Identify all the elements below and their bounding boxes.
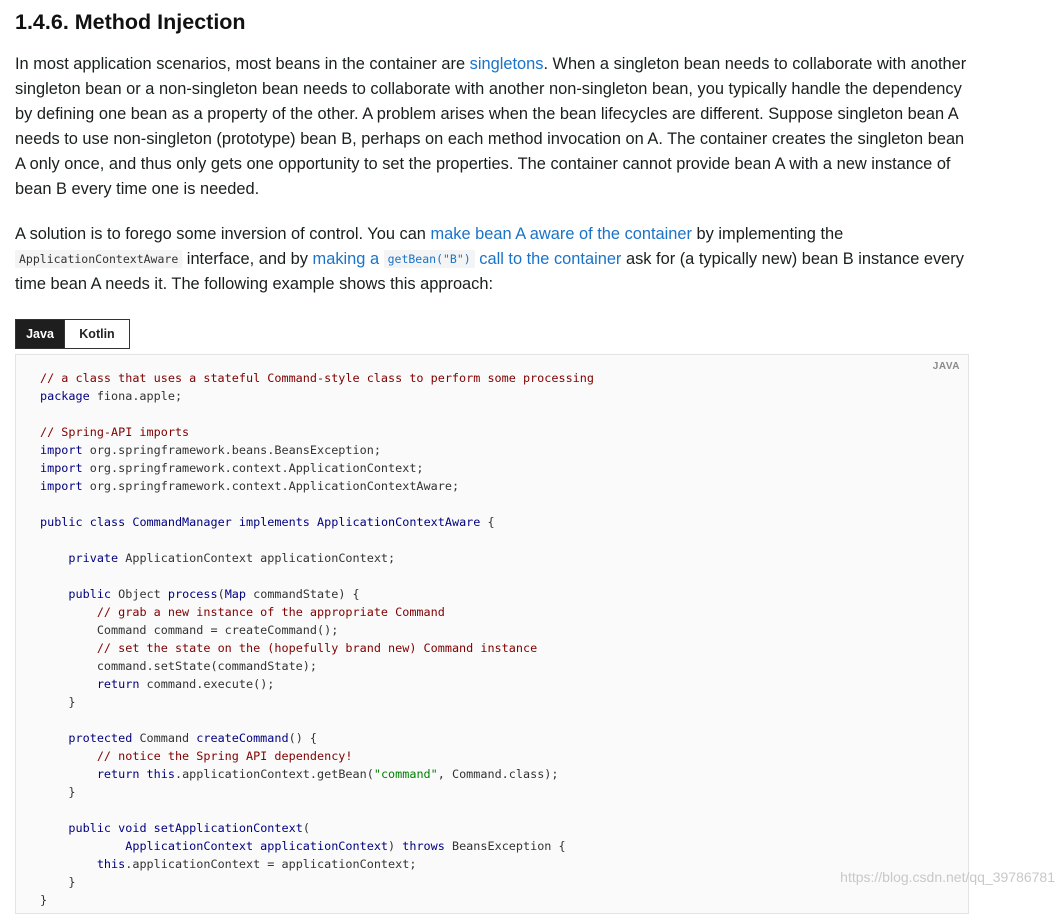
code-token: "command": [373, 767, 438, 781]
code-token: fiona.apple;: [89, 389, 183, 403]
section-heading: 1.4.6. Method Injection: [15, 10, 246, 34]
code-token: return this: [96, 767, 175, 781]
code-token: // notice the Spring API dependency!: [96, 749, 353, 763]
code-token: commandState) {: [246, 587, 360, 601]
code-line: [40, 873, 594, 891]
code-token: ApplicationContext applicationContext: [125, 839, 389, 853]
code-token: [40, 749, 97, 763]
code-line: [40, 621, 594, 639]
code-token: [232, 515, 239, 529]
code-line: [40, 657, 594, 675]
code-token: }: [40, 695, 76, 709]
code-token: [40, 551, 68, 565]
code-line: [40, 837, 594, 855]
solution-paragraph: [15, 222, 970, 297]
code-line: [40, 855, 594, 873]
code-token: Object: [111, 587, 168, 601]
code-token: throws: [402, 839, 445, 853]
code-token: }: [40, 893, 48, 907]
code-line: [40, 693, 594, 711]
code-line: [40, 387, 594, 405]
getbean-link-text-post: call to the container: [474, 250, 622, 268]
code-token: // grab a new instance of the appropriate Command: [96, 605, 445, 619]
code-token: [147, 821, 154, 835]
code-listing: [40, 369, 594, 909]
code-token: // a class that uses a stateful Command-style class to perform some processing: [40, 371, 594, 385]
code-token: }: [40, 875, 76, 889]
code-token: [40, 767, 97, 781]
code-token: .applicationContext.getBean(: [174, 767, 374, 781]
code-line: [40, 891, 594, 909]
code-line: [40, 369, 594, 387]
code-line: [40, 783, 594, 801]
inline-code-getbean: getBean("B"): [384, 250, 475, 268]
code-token: Command: [132, 731, 197, 745]
code-token: [40, 731, 68, 745]
code-token: , Command.class);: [437, 767, 559, 781]
code-token: import: [40, 461, 83, 475]
solution-text-4: ask for (a typically new) bean B instance every time bean A needs it. The following example shows this approach:: [15, 250, 964, 293]
code-line: [40, 711, 594, 729]
code-token: [310, 515, 317, 529]
code-block: [15, 354, 969, 914]
code-language-tabs: [15, 319, 130, 349]
code-token: [40, 641, 97, 655]
code-token: this: [96, 857, 126, 871]
singletons-link[interactable]: singletons: [469, 55, 544, 73]
code-line: [40, 729, 594, 747]
code-line: [40, 747, 594, 765]
code-token: package: [40, 389, 90, 403]
code-line: [40, 459, 594, 477]
getbean-link-text-pre: making a: [312, 250, 384, 268]
code-token: [40, 677, 97, 691]
code-token: [40, 605, 97, 619]
code-token: public class: [40, 515, 126, 529]
solution-text-1: A solution is to forego some inversion of control. You can: [15, 225, 431, 243]
code-token: [40, 821, 68, 835]
code-token: .applicationContext = applicationContext;: [125, 857, 417, 871]
code-token: [40, 587, 68, 601]
intro-text-2: . When a singleton bean needs to collaborate with another singleton bean or a non-singleton bean needs to collaborate with another non-singleton bean, you typically handle the dependency by defining one bean as a property of the other. A problem arises when the bean lifecycles are different. Suppose singleton bean A needs to use non-singleton (prototype) bean B, perhaps on each method invocation on A. The container creates the singleton bean A only once, and thus only gets one opportunity to set the properties. The container cannot provide bean A with a new instance of bean B every time one is needed.: [15, 55, 967, 198]
code-token: () {: [288, 731, 318, 745]
getbean-call-link[interactable]: [313, 250, 622, 268]
code-line: [40, 477, 594, 495]
code-line: [40, 513, 594, 531]
code-language-label: JAVA: [932, 361, 960, 372]
code-token: BeansException {: [444, 839, 566, 853]
code-token: import: [40, 479, 83, 493]
inline-code-applicationcontextaware: ApplicationContextAware: [15, 250, 182, 268]
code-token: (: [302, 821, 310, 835]
code-token: implements: [238, 515, 310, 529]
code-token: [40, 857, 97, 871]
aware-of-container-link[interactable]: make bean A aware of the container: [430, 225, 692, 243]
code-token: org.springframework.beans.BeansException;: [82, 443, 381, 457]
code-line: [40, 675, 594, 693]
code-token: return: [96, 677, 140, 691]
code-token: command.setState(commandState);: [40, 659, 317, 673]
solution-text-2: by implementing the: [692, 225, 844, 243]
code-token: ): [388, 839, 403, 853]
code-line: [40, 765, 594, 783]
code-token: org.springframework.context.ApplicationContext;: [82, 461, 424, 475]
intro-paragraph: [15, 52, 970, 202]
code-token: Map: [224, 587, 247, 601]
code-token: [40, 839, 125, 853]
code-line: [40, 441, 594, 459]
watermark: https://blog.csdn.net/qq_39786781: [840, 869, 1055, 885]
code-line: [40, 567, 594, 585]
code-token: public void: [68, 821, 147, 835]
code-token: command.execute();: [139, 677, 275, 691]
code-token: (: [217, 587, 225, 601]
code-token: ApplicationContextAware: [317, 515, 481, 529]
code-token: }: [40, 785, 76, 799]
code-token: import: [40, 443, 83, 457]
solution-text-3: interface, and by: [182, 250, 313, 268]
tab-kotlin[interactable]: Kotlin: [65, 319, 130, 349]
code-token: protected: [68, 731, 133, 745]
code-line: [40, 585, 594, 603]
code-line: [40, 423, 594, 441]
code-line: [40, 801, 594, 819]
code-line: [40, 495, 594, 513]
code-token: Command command = createCommand();: [40, 623, 339, 637]
intro-text-1: In most application scenarios, most beans in the container are: [15, 55, 470, 73]
code-line: [40, 405, 594, 423]
code-token: createCommand: [196, 731, 289, 745]
code-line: [40, 549, 594, 567]
code-token: CommandManager: [132, 515, 232, 529]
code-token: setApplicationContext: [153, 821, 303, 835]
code-line: [40, 819, 594, 837]
code-token: org.springframework.context.ApplicationContextAware;: [82, 479, 460, 493]
code-token: process: [167, 587, 218, 601]
document-page: [15, 0, 970, 297]
code-token: public: [68, 587, 112, 601]
code-line: [40, 603, 594, 621]
code-token: {: [480, 515, 495, 529]
tab-java[interactable]: Java: [15, 319, 65, 349]
code-token: ApplicationContext applicationContext;: [118, 551, 396, 565]
code-token: private: [68, 551, 119, 565]
code-line: [40, 531, 594, 549]
code-line: [40, 639, 594, 657]
code-token: // Spring-API imports: [40, 425, 190, 439]
code-token: // set the state on the (hopefully brand new) Command instance: [96, 641, 538, 655]
